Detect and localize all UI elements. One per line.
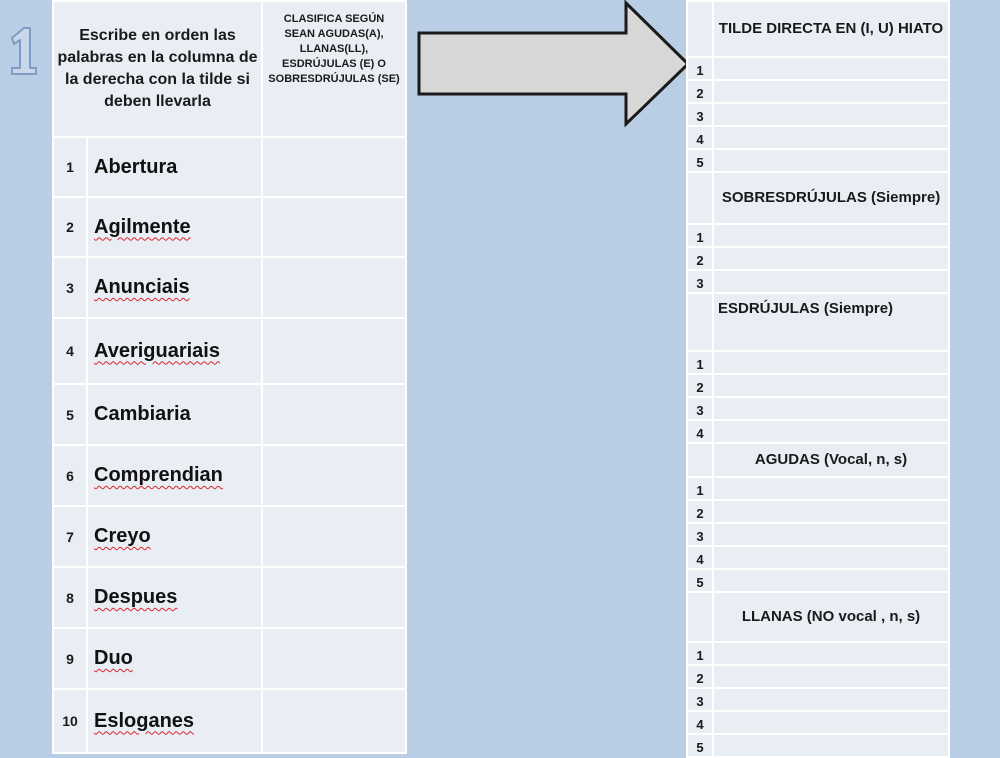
word-text (87, 506, 262, 567)
answer-cell[interactable] (713, 397, 949, 420)
word-table-header (53, 1, 406, 137)
word-label: Abertura (94, 155, 178, 178)
word-number: 4 (53, 318, 87, 384)
word-row (53, 628, 406, 689)
word-text (87, 384, 262, 445)
word-row (53, 689, 406, 753)
word-label: Esloganes (94, 709, 195, 732)
section-spacer (687, 293, 713, 351)
slide-number-graphic (4, 22, 40, 78)
right-arrow-icon (416, 0, 692, 130)
word-number: 8 (53, 567, 87, 628)
classification-table (686, 0, 950, 758)
word-text (87, 197, 262, 257)
word-number: 1 (53, 137, 87, 197)
row-number: 3 (687, 270, 713, 293)
row-number: 1 (687, 477, 713, 500)
word-row (53, 137, 406, 197)
answer-cell[interactable] (713, 665, 949, 688)
row-number: 4 (687, 546, 713, 569)
answer-row (687, 642, 949, 665)
row-number: 2 (687, 374, 713, 397)
word-text (87, 137, 262, 197)
word-row (53, 257, 406, 318)
answer-row (687, 734, 949, 757)
word-label: Duo (94, 647, 133, 669)
row-number: 3 (687, 103, 713, 126)
word-number: 10 (53, 689, 87, 753)
row-number: 3 (687, 397, 713, 420)
row-number: 5 (687, 734, 713, 757)
answer-row (687, 149, 949, 172)
answer-row (687, 270, 949, 293)
answer-row (687, 57, 949, 80)
classification-cell[interactable] (262, 197, 406, 257)
answer-cell[interactable] (713, 711, 949, 734)
word-label: Cambiaria (94, 403, 191, 425)
word-text (87, 318, 262, 384)
answer-cell[interactable] (713, 642, 949, 665)
answer-row (687, 546, 949, 569)
section-header-row (687, 592, 949, 642)
classification-cell[interactable] (262, 567, 406, 628)
row-number: 3 (687, 688, 713, 711)
word-label: Anunciais (94, 276, 190, 298)
word-label: Averiguariais (94, 339, 220, 362)
section-title: TILDE DIRECTA EN (I, U) HIATO (713, 1, 949, 57)
answer-row (687, 80, 949, 103)
section-spacer (687, 1, 713, 57)
answer-row (687, 569, 949, 592)
word-text (87, 257, 262, 318)
section-header-row (687, 443, 949, 477)
classification-panel (686, 0, 948, 755)
row-number: 5 (687, 149, 713, 172)
section-header-row (687, 293, 949, 351)
answer-cell[interactable] (713, 477, 949, 500)
section-title: SOBRESDRÚJULAS (Siempre) (713, 172, 949, 224)
slide-number (4, 22, 40, 78)
section-spacer (687, 443, 713, 477)
answer-cell[interactable] (713, 420, 949, 443)
answer-cell[interactable] (713, 500, 949, 523)
row-number: 4 (687, 420, 713, 443)
word-number: 5 (53, 384, 87, 445)
row-number: 1 (687, 57, 713, 80)
answer-row (687, 247, 949, 270)
answer-row (687, 397, 949, 420)
answer-row (687, 688, 949, 711)
word-number: 7 (53, 506, 87, 567)
row-number: 2 (687, 500, 713, 523)
section-spacer (687, 172, 713, 224)
word-text (87, 567, 262, 628)
word-label: Despues (94, 586, 178, 608)
answer-row (687, 523, 949, 546)
answer-cell[interactable] (713, 688, 949, 711)
answer-row (687, 126, 949, 149)
answer-row (687, 420, 949, 443)
answer-row (687, 711, 949, 734)
section-spacer (687, 592, 713, 642)
answer-row (687, 500, 949, 523)
classify-header: CLASIFICA SEGÚN SEAN AGUDAS(A), LLANAS(LL), ESDRÚJULAS (E) O SOBRESDRÚJULAS (SE) (262, 1, 406, 137)
row-number: 4 (687, 711, 713, 734)
section-header-row (687, 172, 949, 224)
classification-cell[interactable] (262, 689, 406, 753)
row-number: 5 (687, 569, 713, 592)
answer-cell[interactable] (713, 247, 949, 270)
section-header-row (687, 1, 949, 57)
row-number: 2 (687, 665, 713, 688)
word-row (53, 384, 406, 445)
answer-cell[interactable] (713, 351, 949, 374)
classification-cell[interactable] (262, 445, 406, 506)
answer-cell[interactable] (713, 270, 949, 293)
answer-cell[interactable] (713, 80, 949, 103)
word-number: 2 (53, 197, 87, 257)
classification-cell[interactable] (262, 257, 406, 318)
classification-cell[interactable] (262, 318, 406, 384)
section-title: AGUDAS (Vocal, n, s) (713, 443, 949, 477)
answer-cell[interactable] (713, 103, 949, 126)
classification-cell[interactable] (262, 506, 406, 567)
answer-row (687, 477, 949, 500)
row-number: 1 (687, 642, 713, 665)
classification-cell[interactable] (262, 137, 406, 197)
classification-cell[interactable] (262, 628, 406, 689)
answer-cell[interactable] (713, 569, 949, 592)
row-number: 2 (687, 80, 713, 103)
word-row (53, 197, 406, 257)
word-row (53, 506, 406, 567)
word-row (53, 318, 406, 384)
word-row (53, 567, 406, 628)
answer-row (687, 224, 949, 247)
word-table (52, 0, 407, 754)
word-number: 9 (53, 628, 87, 689)
answer-row (687, 103, 949, 126)
row-number: 4 (687, 126, 713, 149)
answer-cell[interactable] (713, 126, 949, 149)
row-number: 3 (687, 523, 713, 546)
word-label: Agilmente (94, 215, 191, 238)
answer-row (687, 351, 949, 374)
classification-cell[interactable] (262, 384, 406, 445)
answer-cell[interactable] (713, 149, 949, 172)
section-title: ESDRÚJULAS (Siempre) (713, 293, 949, 351)
answer-row (687, 374, 949, 397)
answer-cell[interactable] (713, 546, 949, 569)
word-label: Comprendian (94, 464, 223, 486)
answer-row (687, 665, 949, 688)
word-text (87, 628, 262, 689)
word-row (53, 445, 406, 506)
answer-cell[interactable] (713, 224, 949, 247)
section-title: LLANAS (NO vocal , n, s) (713, 592, 949, 642)
word-text (87, 689, 262, 753)
row-number: 1 (687, 351, 713, 374)
answer-cell[interactable] (713, 374, 949, 397)
word-number: 3 (53, 257, 87, 318)
answer-cell[interactable] (713, 734, 949, 757)
answer-cell[interactable] (713, 523, 949, 546)
instruction-header: Escribe en orden las palabras en la columna de la derecha con la tilde si deben llevarla (53, 1, 262, 137)
word-label: Creyo (94, 525, 151, 547)
word-number: 6 (53, 445, 87, 506)
row-number: 2 (687, 247, 713, 270)
word-text (87, 445, 262, 506)
answer-cell[interactable] (713, 57, 949, 80)
row-number: 1 (687, 224, 713, 247)
